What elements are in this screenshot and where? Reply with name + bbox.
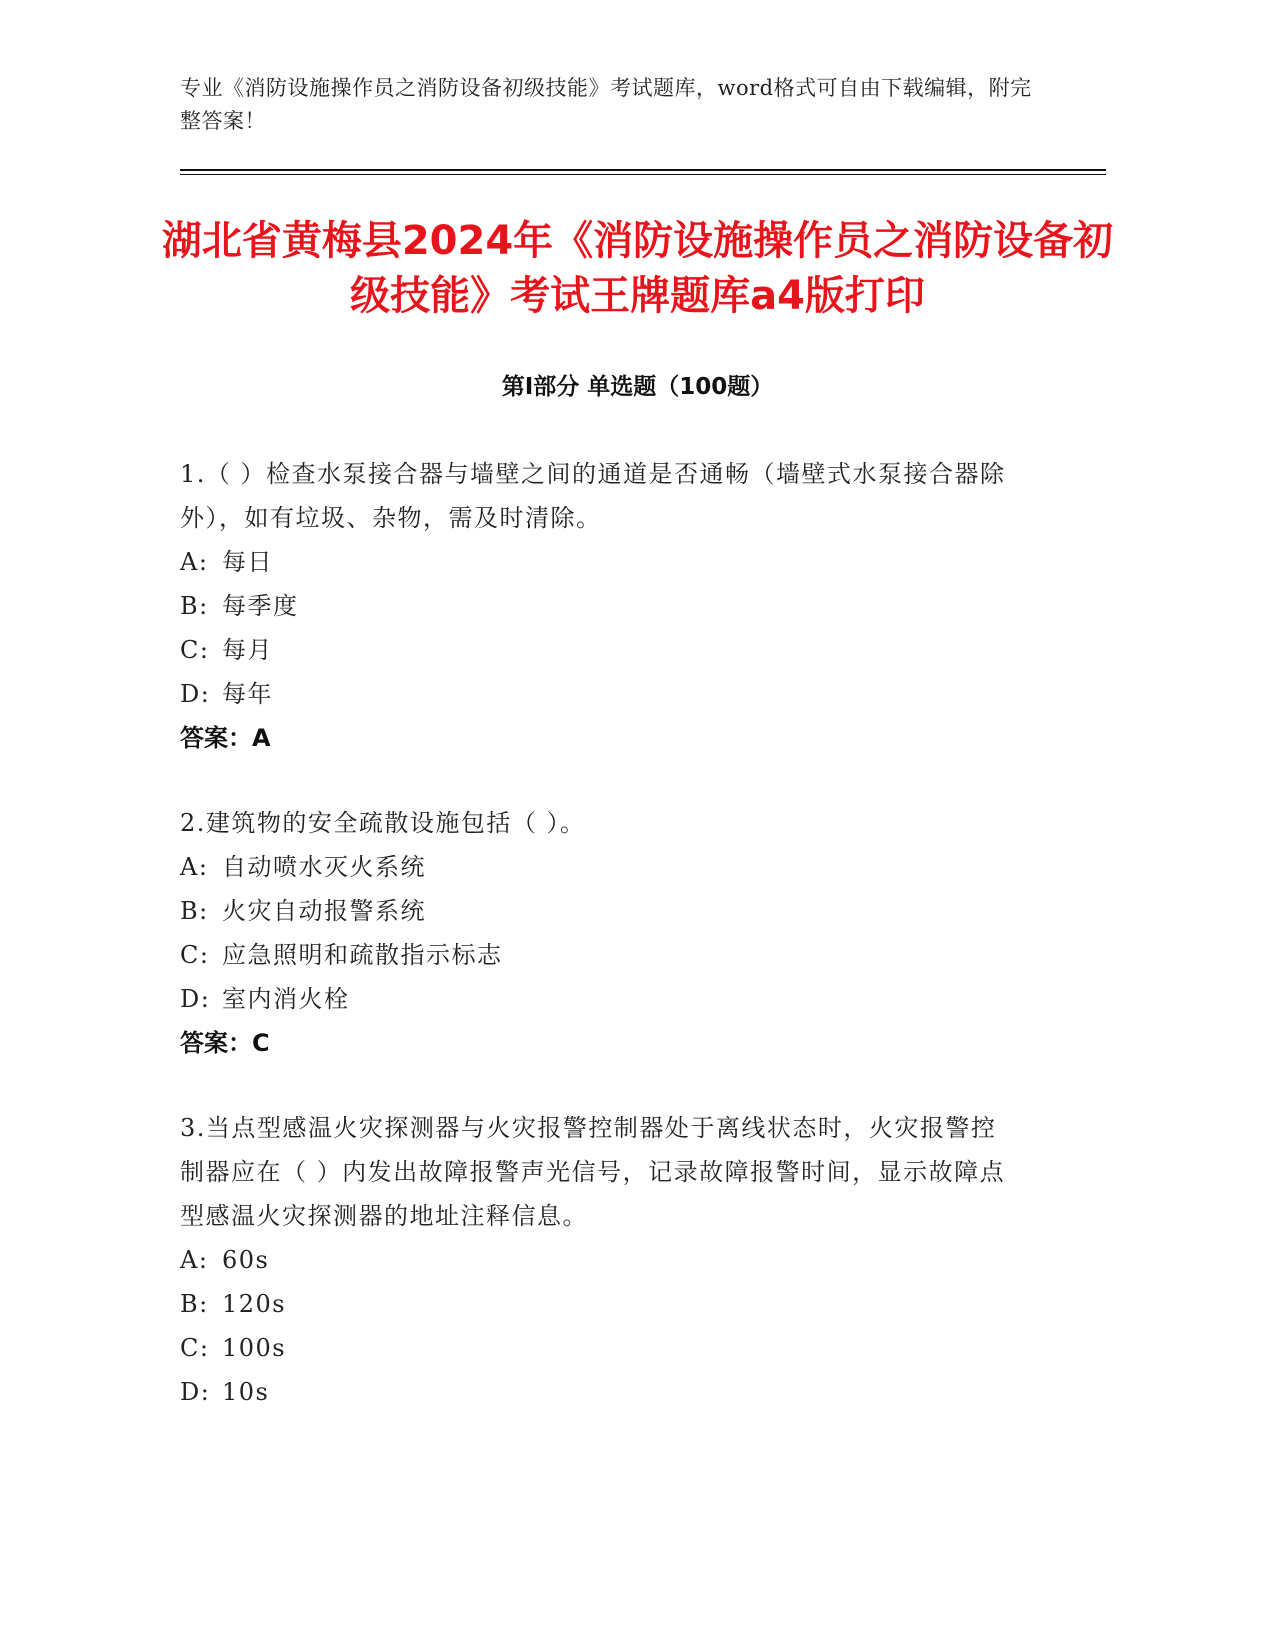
option-a [180, 1238, 1020, 1282]
option-text: 室内消火栓 [222, 985, 350, 1013]
option-letter: B: [180, 1290, 209, 1318]
option-letter: D: [180, 1378, 211, 1406]
option-b [180, 584, 1020, 628]
option-letter: D: [180, 985, 211, 1013]
option-text: 每季度 [222, 592, 299, 620]
option-b [180, 889, 1020, 933]
document-title: 湖北省黄梅县2024年《消防设施操作员之消防设备初级技能》考试王牌题库a4版打印 [161, 218, 1114, 319]
option-text: 应急照明和疏散指示标志 [222, 941, 503, 969]
option-letter: B: [180, 592, 209, 620]
question-2 [180, 801, 1020, 1065]
option-text: 火灾自动报警系统 [222, 897, 426, 925]
option-a [180, 540, 1020, 584]
option-d [180, 672, 1020, 716]
question-stem: 2.建筑物的安全疏散设施包括（ ）。 [180, 809, 586, 837]
option-letter: A: [180, 853, 209, 881]
question-stem: 3.当点型感温火灾探测器与火灾报警控制器处于离线状态时，火灾报警控制器应在（ ）内发出故障报警声光信号，记录故障报警时间，显示故障点型感温火灾探测器的地址注释信息。 [180, 1114, 1006, 1230]
option-b [180, 1282, 1020, 1326]
option-letter: C: [180, 941, 210, 969]
header-note: 专业《消防设施操作员之消防设备初级技能》考试题库，word格式可自由下载编辑，附完整答案！ [180, 76, 1032, 133]
option-c [180, 628, 1020, 672]
question-1 [180, 452, 1020, 760]
option-text: 每月 [222, 636, 273, 664]
option-text: 自动喷水灭火系统 [222, 853, 426, 881]
header-divider-thick [180, 169, 1106, 171]
option-text: 60s [222, 1246, 270, 1274]
option-letter: A: [180, 548, 209, 576]
option-c [180, 933, 1020, 977]
section-title: 第Ⅰ部分 单选题（100题） [501, 374, 774, 400]
header-divider-thin [180, 174, 1106, 175]
option-a [180, 845, 1020, 889]
option-text: 每年 [222, 680, 273, 708]
option-text: 每日 [222, 548, 273, 576]
option-d [180, 1370, 1020, 1414]
option-c [180, 1326, 1020, 1370]
option-letter: A: [180, 1246, 209, 1274]
option-letter: C: [180, 636, 210, 664]
option-letter: B: [180, 897, 209, 925]
question-stem: 1.（ ）检查水泵接合器与墙壁之间的通道是否通畅（墙壁式水泵接合器除外），如有垃圾、杂物，需及时清除。 [180, 460, 1006, 532]
question-3 [180, 1106, 1020, 1414]
answer-line: 答案：A [180, 724, 271, 752]
option-text: 10s [222, 1378, 270, 1406]
option-letter: C: [180, 1334, 210, 1362]
answer-line: 答案：C [180, 1029, 270, 1057]
option-letter: D: [180, 680, 211, 708]
option-text: 100s [222, 1334, 287, 1362]
option-d [180, 977, 1020, 1021]
option-text: 120s [222, 1290, 287, 1318]
